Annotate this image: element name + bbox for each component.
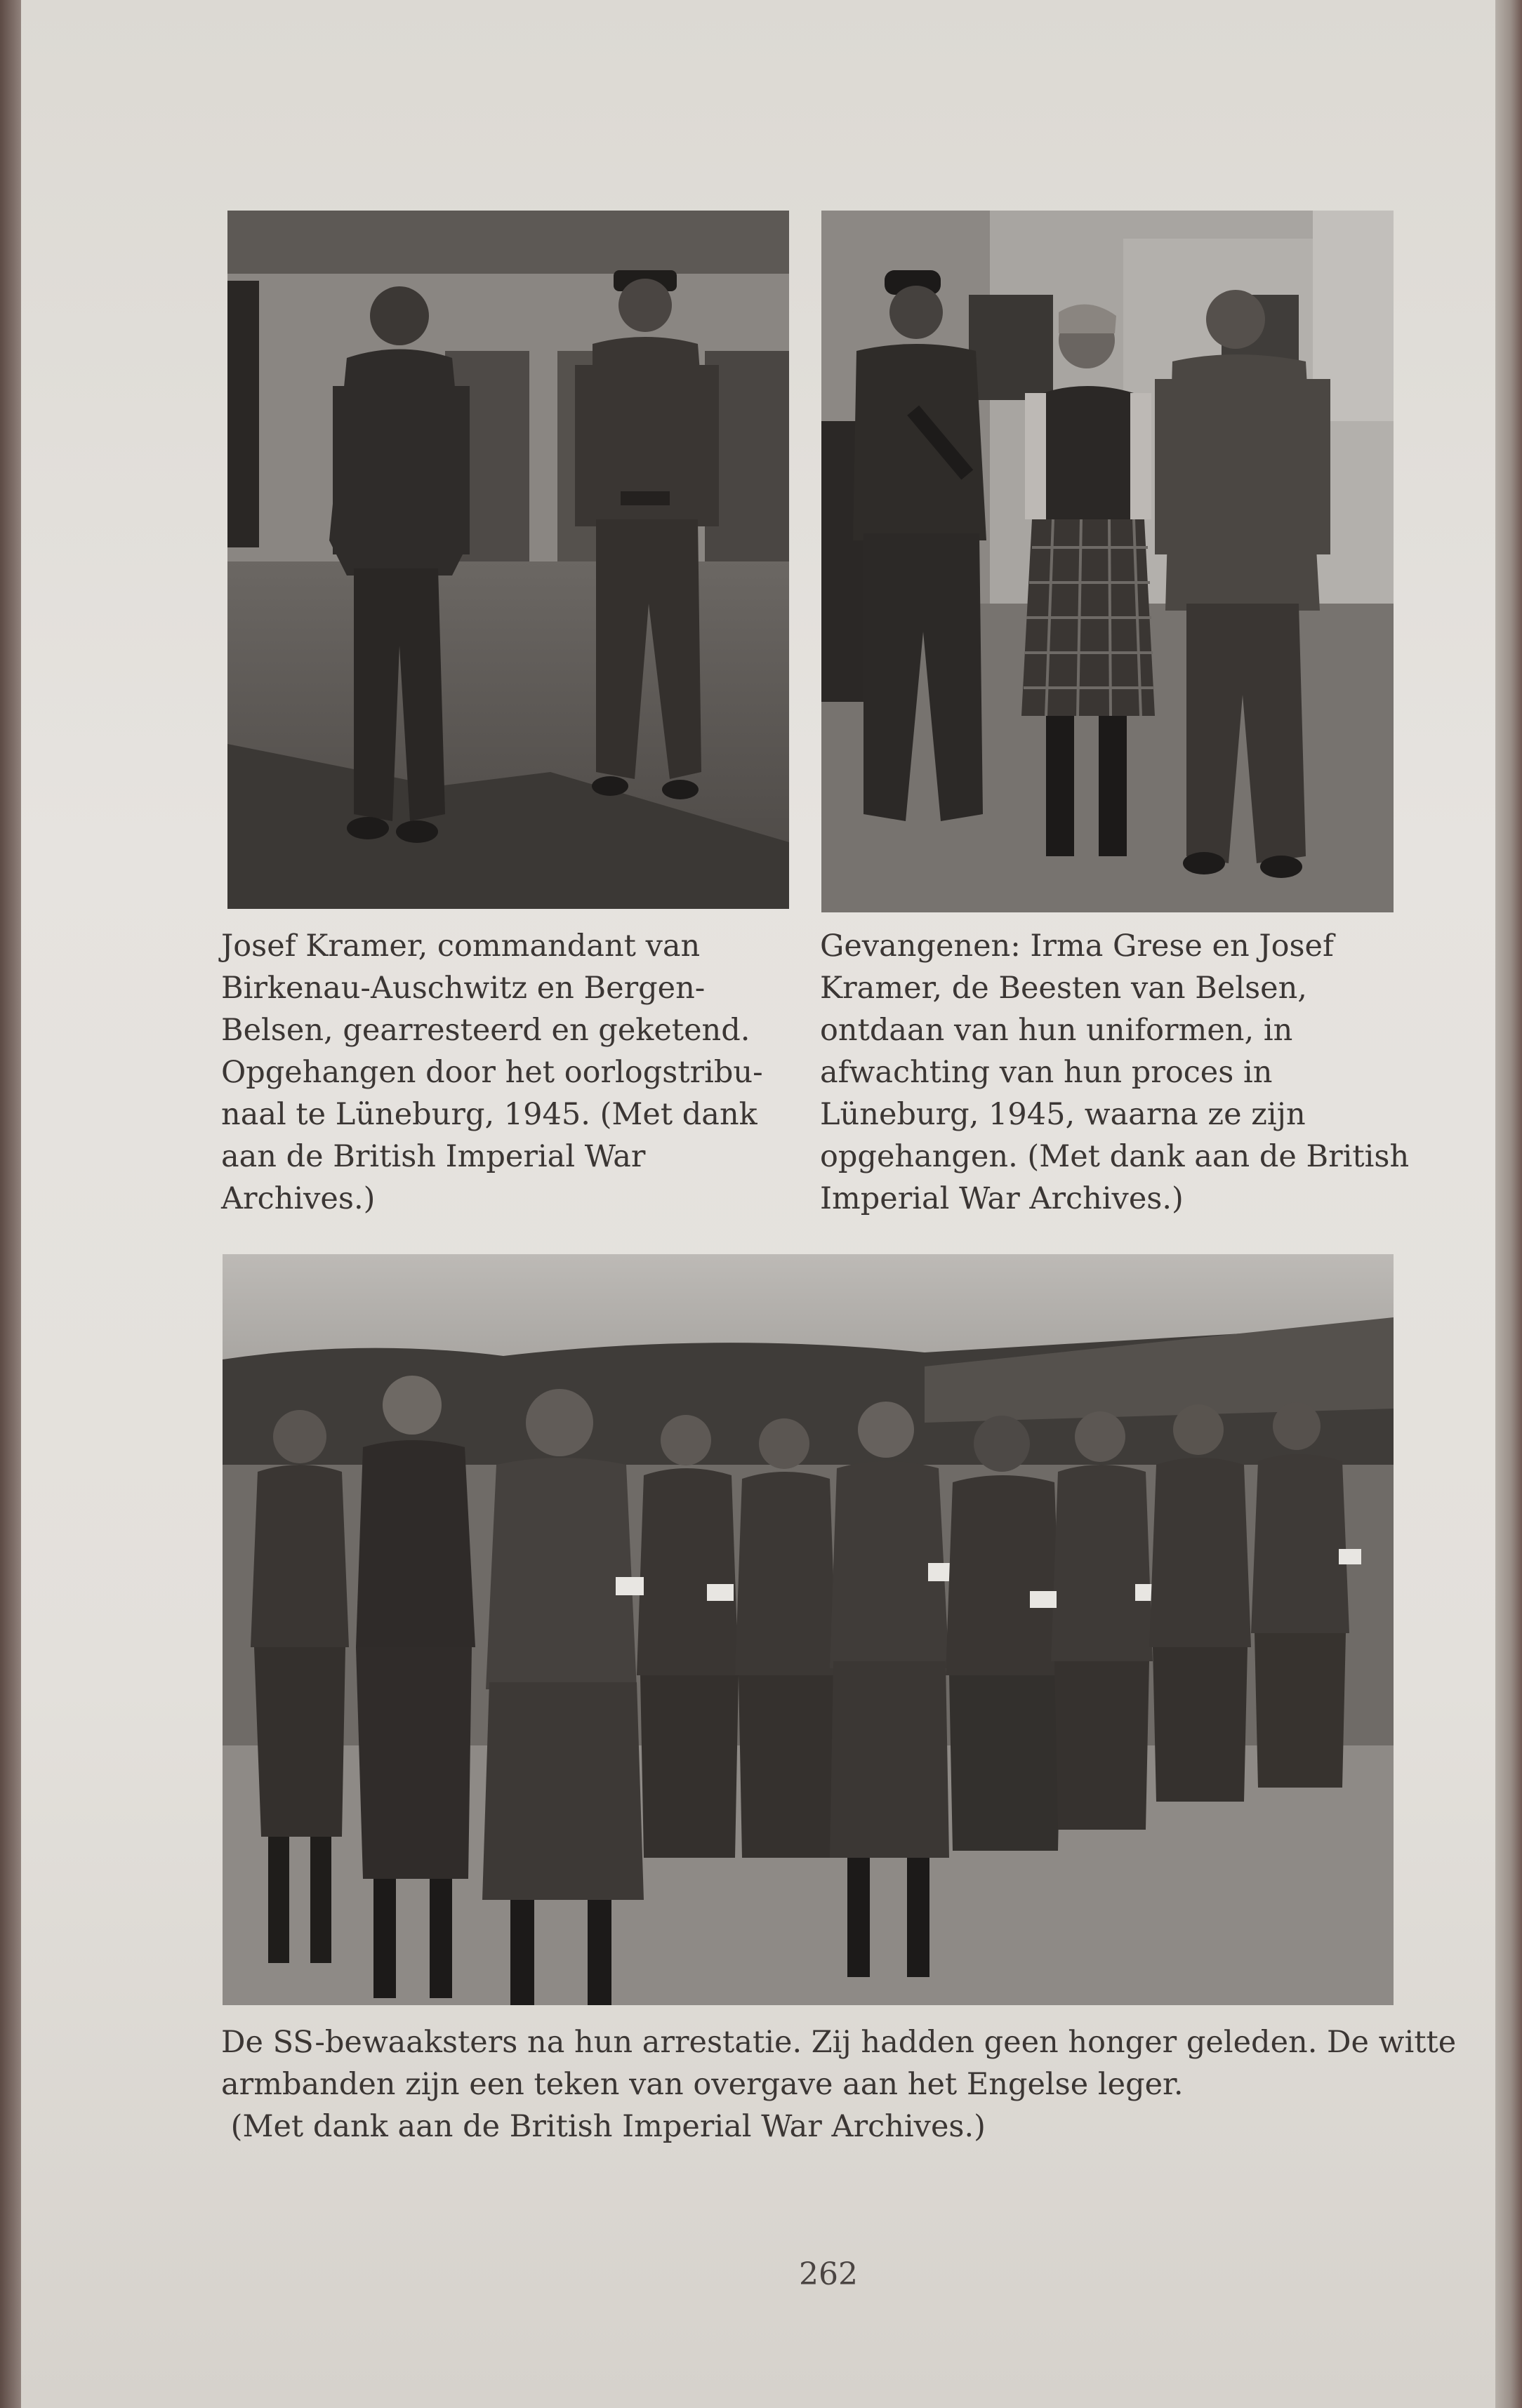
caption-prisoners-line: Kramer, de Beesten van Belsen, [820,971,1307,1006]
caption-kramer-line: Archives.) [221,1181,376,1216]
caption-kramer-line: Josef Kramer, commandant van [221,929,701,964]
photo-kramer-under-guard [227,211,789,909]
caption-prisoners-line: ontdaan van hun uniformen, in [820,1013,1293,1048]
caption-kramer-line: Belsen, gearresteerd en geketend. [221,1013,750,1048]
photo-ss-guards-lineup [223,1254,1394,2005]
caption-kramer-line: aan de British Imperial War [221,1139,646,1174]
caption-kramer-line: naal te Lüneburg, 1945. (Met dank [221,1097,757,1132]
caption-prisoners-line: Imperial War Archives.) [820,1181,1184,1216]
caption-prisoners-line: Lüneburg, 1945, waarna ze zijn [820,1097,1306,1132]
caption-guards-line: armbanden zijn een teken van overgave aan het Engelse leger. [221,2067,1184,2102]
photo-prisoners-grese-kramer [821,211,1394,912]
caption-guards [221,2021,1457,2148]
caption-kramer-line: Opgehangen door het oorlogstribu- [221,1055,763,1090]
photo-kramer-image [227,211,789,909]
caption-kramer [221,925,790,1220]
caption-prisoners-line: opgehangen. (Met dank aan de British [820,1139,1410,1174]
caption-guards-line: (Met dank aan de British Imperial War Archives.) [221,2109,986,2144]
caption-guards-line: De SS-bewaaksters na hun arrestatie. Zij hadden geen honger geleden. De witte [221,2025,1457,2060]
caption-prisoners-line: afwachting van hun proces in [820,1055,1273,1090]
page-edge [1494,0,1522,2408]
caption-prisoners [820,925,1410,1220]
caption-prisoners-line: Gevangenen: Irma Grese en Josef [820,929,1334,964]
photo-prisoners-image [821,211,1394,912]
book-page [21,0,1495,2408]
caption-kramer-line: Birkenau-Auschwitz en Bergen- [221,971,706,1006]
page-number: 262 [799,2256,858,2292]
photo-guards-image [223,1254,1394,2005]
